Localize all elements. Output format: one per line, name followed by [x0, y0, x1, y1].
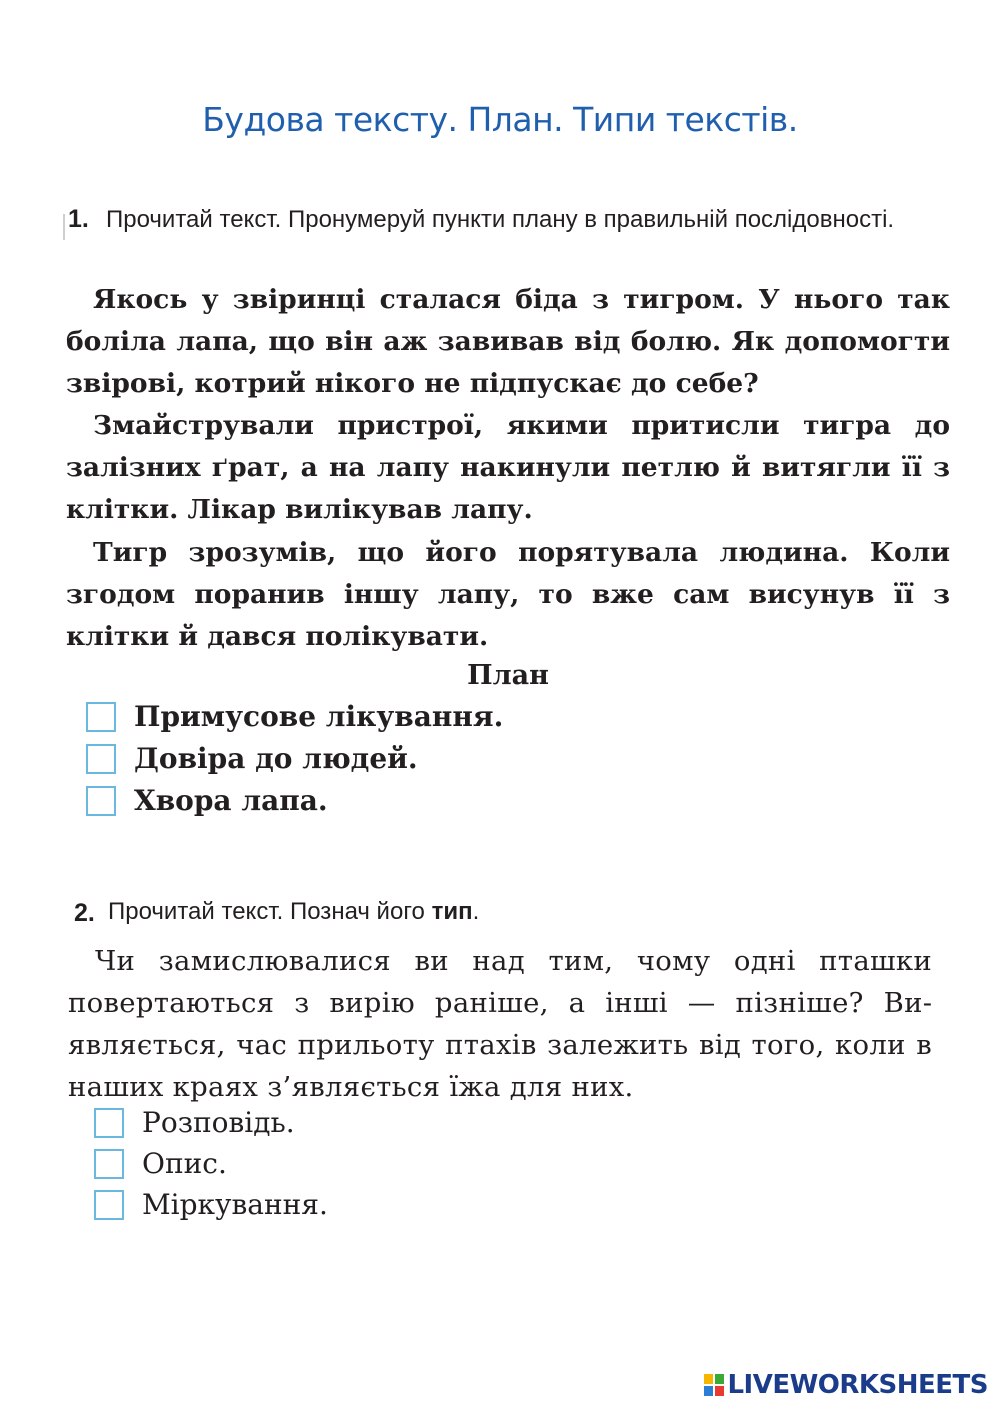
worksheet-title: Будова тексту. План. Типи текстів. — [202, 100, 798, 139]
task-2-number: 2. — [74, 899, 95, 927]
plan-item-1 — [86, 700, 503, 733]
plan-item-1-label: Примусове лікування. — [134, 700, 504, 733]
task-1-paragraph-1: Якось у звіринці сталася біда з тигром. У нього так боліла лапа, що він аж завивав від болю. Як допомогти звірові, котрий нікого не підпускає до себе? — [66, 284, 950, 399]
task-2-paragraph: Чи замислювалися ви над тим, чому одні пташки повертаються з вирію раніше, а інші — пізніше? Виявляється, час прильоту птахів залежить від того, коли в наших краях з’являється їжа для них. — [68, 945, 932, 1103]
type-option-2 — [94, 1147, 227, 1180]
task-2-instruction — [108, 896, 808, 928]
task-1-paragraph-3: Тигр зрозумів, що його порятувала людина. Коли згодом поранив іншу лапу, то вже сам висунув її з клітки й дався полікувати. — [66, 537, 950, 652]
plan-item-2-label: Довіра до людей. — [134, 742, 418, 775]
plan-item-3 — [86, 784, 328, 817]
plan-item-3-input-box[interactable] — [86, 786, 116, 816]
task-2-instruction-end: . — [472, 898, 480, 925]
type-option-1 — [94, 1106, 295, 1139]
plan-item-2-input-box[interactable] — [86, 744, 116, 774]
type-option-2-label: Опис. — [142, 1147, 227, 1180]
task-1-instruction: Прочитай текст. Пронумеруй пункти плану в правильній послідовності. — [106, 206, 895, 233]
type-option-3-checkbox[interactable] — [94, 1190, 124, 1220]
plan-item-1-input-box[interactable] — [86, 702, 116, 732]
type-option-2-checkbox[interactable] — [94, 1149, 124, 1179]
liveworksheets-logo — [704, 1370, 988, 1400]
liveworksheets-logo-text: LIVEWORKSHEETS — [727, 1370, 988, 1400]
liveworksheets-logo-icon — [704, 1374, 724, 1396]
task-1-paragraph-2: Змайстрували пристрої, якими притисли тигра до залізних ґрат, а на лапу накинули петлю й витягли її з клітки. Лікар вилікував лапу. — [66, 410, 950, 525]
plan-item-2 — [86, 742, 418, 775]
task-2-instruction-text: Прочитай текст. Познач його — [108, 898, 432, 925]
plan-title: План — [467, 660, 549, 691]
task-1-number: 1. — [68, 205, 89, 233]
plan-item-3-label: Хвора лапа. — [134, 784, 328, 817]
type-option-1-checkbox[interactable] — [94, 1108, 124, 1138]
type-option-3 — [94, 1188, 328, 1221]
type-option-1-label: Розповідь. — [142, 1106, 295, 1139]
task-2-instruction-keyword: тип — [431, 898, 473, 925]
type-option-3-label: Міркування. — [142, 1188, 328, 1221]
margin-mark — [63, 214, 65, 240]
